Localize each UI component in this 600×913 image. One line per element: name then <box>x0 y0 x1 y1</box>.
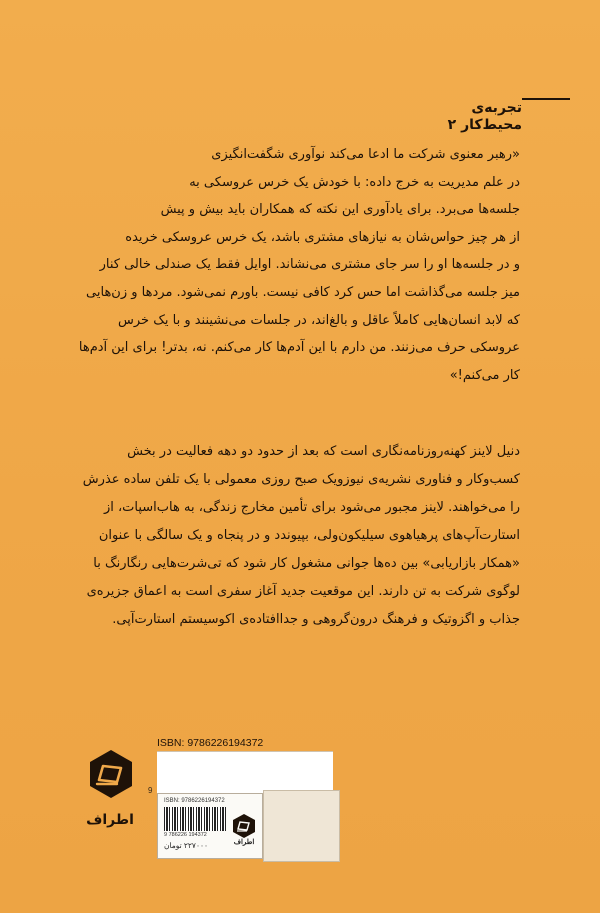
quote-line: عروسکی حرف می‌زنند. من دارم با این آدم‌ها کار می‌کنم. نه، بدتر! برای این آدم‌ها <box>78 340 520 356</box>
quote-line: جلسه‌ها می‌برد. برای یادآوری این نکته که همکاران باید بیش و پیش <box>160 202 520 218</box>
quote-line: «رهبر معنوی شرکت ما ادعا می‌کند نوآوری شگفت‌انگیزی <box>211 147 520 162</box>
quote-line: از هر چیز حواس‌شان به نیازهای مشتری باشد، یک خرس عروسکی خریده <box>125 229 520 245</box>
bio-line: لوگوی شرکت به تن دارند. این موقعیت جدید آغاز سفری است به اعماق جزیره‌ی <box>86 584 520 599</box>
bio-line: استارت‌آپ‌های پرهیاهوی سیلیکون‌ولی، بپیوندد و در پنجاه و یک سالگی با عنوان <box>98 528 520 543</box>
hexagon-book-icon <box>231 812 257 852</box>
quote-line: کار می‌کنم!» <box>449 367 520 383</box>
blurb-quote <box>76 141 520 389</box>
bio-line: دنیل لاینز کهنه‌روزنامه‌نگاری است که بعد از حدود دو دهه فعالیت در بخش <box>127 444 520 459</box>
quote-line: که لابد انسان‌هایی کاملاً عاقل و بالغ‌اند، در جلسات می‌نشینند و با یک خرس <box>118 312 520 328</box>
sticker-price: ۲۲۷۰۰۰ تومان <box>164 841 209 850</box>
series-rule <box>522 98 570 100</box>
sticker-backing <box>263 790 340 862</box>
series-title-line-1: تجربه‌ی <box>471 100 522 116</box>
price-sticker <box>157 793 263 859</box>
series-title <box>412 100 522 134</box>
publisher-logo-text: اطراف <box>86 812 134 828</box>
quote-line: میز جلسه می‌گذاشت اما حس کرد کافی نیست. باورم نمی‌شود. مردها و زن‌هایی <box>86 284 520 300</box>
stray-mark: 9 <box>148 786 153 795</box>
sticker-isbn: ISBN: 9786226194372 <box>164 798 225 804</box>
bio-line: را می‌خواهند. لاینز مجبور می‌شود برای تأمین مخارج زندگی، به هاب‌اسپات، از <box>103 500 520 515</box>
bio-line: کسب‌وکار و فناوری نشریه‌ی نیوزویک صبح روزی معمولی با یک تلفن ساده عذرش <box>82 472 520 487</box>
quote-line: و در جلسه‌ها او را سر جای مشتری می‌نشاند. اوایل فقط یک صندلی خالی کنار <box>99 257 520 273</box>
bio-line: «همکار بازاریابی» بین ده‌ها جوانی مشغول کار شود که تی‌شرت‌هایی رنگارنگ با <box>93 556 520 571</box>
bio-line: جذاب و اگزوتیک و فرهنگ درون‌گروهی و جداافتاده‌ی اکوسیستم استارت‌آپی. <box>112 612 520 627</box>
quote-line: در علم مدیریت به خرج داده: با خودش یک خرس عروسکی به <box>189 174 520 190</box>
series-title-line-2: محیط‌کار ۲ <box>447 117 522 133</box>
sticker-barcode <box>164 807 226 831</box>
sticker-barcode-number: 9 786226 194372 <box>164 832 207 838</box>
sticker-publisher: اطراف <box>233 839 255 846</box>
isbn-text: ISBN: 9786226194372 <box>157 737 264 749</box>
author-bio <box>76 438 520 634</box>
